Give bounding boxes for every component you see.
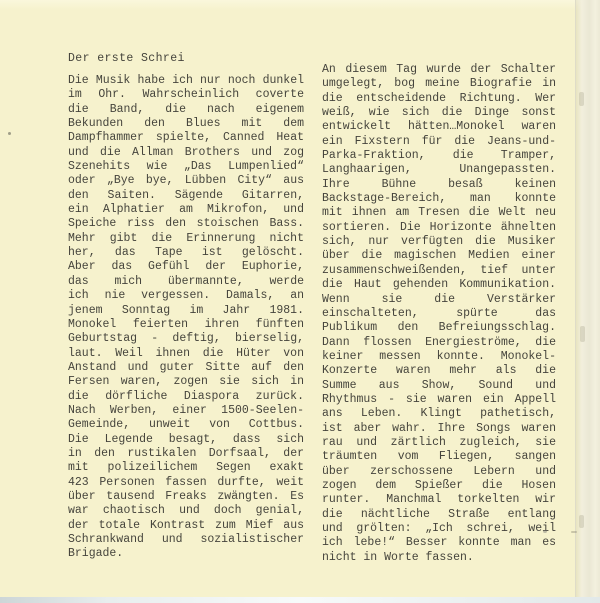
text-line: Konzerte waren mehr als die: [322, 364, 556, 378]
text-line: Bekunden den Blues mit dem: [68, 117, 304, 131]
page-title: Der erste Schrei: [68, 52, 185, 65]
text-line: Szenehits wie „Das Lumpenlied“: [68, 160, 304, 174]
text-line: Gemeinde, unweit von Cottbus.: [68, 418, 304, 432]
text-line: Geburtstag - deftig, bierselig,: [68, 332, 304, 346]
text-line: ich lebe!“ Besser konnte man es: [322, 536, 556, 550]
page-edge-right: [575, 0, 600, 603]
text-line: Publikum den Befreiungsschlag.: [322, 321, 556, 335]
text-line: weiß, wie sich die Dinge sonst: [322, 106, 556, 120]
text-line: das mich übermannte, werde: [68, 274, 304, 288]
text-line: in den rustikalen Dorfsaal, der: [68, 446, 304, 460]
text-line: Brigade.: [68, 547, 124, 561]
scan-speck: [543, 530, 547, 533]
text-line: der totale Kontrast zum Mief aus: [68, 518, 304, 532]
text-line: Summe aus Show, Sound und: [322, 378, 556, 392]
text-line: die Band, die nach eigenem: [68, 102, 304, 116]
text-line: Dampfhammer spielte, Canned Heat: [68, 131, 304, 145]
text-line: rau und zärtlich zugleich, sie: [322, 435, 556, 449]
text-line: jenem Sonntag im Jahr 1981.: [68, 303, 304, 317]
text-line: sich, nur verfügten die Musiker: [322, 235, 556, 249]
text-line: die nächtliche Straße entlang: [322, 507, 556, 521]
text-column-left: [68, 74, 304, 562]
text-line: und die Allman Brothers und zog: [68, 145, 304, 159]
text-line: An diesem Tag wurde der Schalter: [322, 63, 556, 76]
text-line: runter. Manchmal torkelten wir: [322, 493, 556, 507]
text-line: Parka-Fraktion, die Tramper,: [322, 149, 556, 163]
text-line: Monokel feierten ihren fünften: [68, 317, 304, 331]
page-edge-notch: [579, 92, 584, 106]
text-line: sortieren. Die Horizonte ähnelten: [322, 220, 556, 234]
text-line: träumten vom Fliegen, sangen: [322, 450, 556, 464]
text-line: ich nie vergessen. Damals, an: [68, 289, 304, 303]
text-line: Die Musik habe ich nur noch dunkel: [68, 74, 304, 87]
text-line: den Saiten. Sägende Gitarren,: [68, 188, 304, 202]
text-line: laut. Weil ihnen die Hüter von: [68, 346, 304, 360]
text-line: Backstage-Bereich, man konnte: [322, 192, 556, 206]
text-line: Die Legende besagt, dass sich: [68, 432, 304, 446]
text-line: Wenn sie die Verstärker: [322, 292, 556, 306]
text-line: her, das Tape ist gelöscht.: [68, 246, 304, 260]
text-line: Langhaarigen, Unangepassten.: [322, 163, 556, 177]
text-line: Anstand und guter Sitte auf den: [68, 360, 304, 374]
text-line: zusammenschweißenden, tief unter: [322, 263, 556, 277]
text-line: oder „Bye bye, Lübben City“ aus: [68, 174, 304, 188]
text-line: ist aber wahr. Ihre Songs waren: [322, 421, 556, 435]
text-line: Speiche riss den stoischen Bass.: [68, 217, 304, 231]
text-line: 423 Personen fassen durfte, weit: [68, 475, 304, 489]
text-column-right: [322, 63, 556, 565]
text-line: über zerschossene Lebern und: [322, 464, 556, 478]
text-line: ein Fixstern für die Jeans-und-: [322, 134, 556, 148]
scan-strip-bottom: [0, 597, 600, 603]
text-line: Schrankwand und sozialistischer: [68, 533, 304, 546]
text-line: die dörfliche Diaspora zurück.: [68, 389, 304, 403]
text-line: Fersen waren, zogen sie sich in: [68, 375, 304, 389]
text-line: im Ohr. Wahrscheinlich coverte: [68, 88, 304, 102]
page-edge-notch: [580, 326, 585, 342]
text-line: die Haut gehenden Kommunikation.: [322, 278, 556, 292]
text-line: mit polizeilichem Segen exakt: [68, 461, 304, 475]
scan-speck: [8, 132, 11, 135]
page-edge-notch: [579, 515, 584, 528]
text-line: keiner messen konnte. Monokel-: [322, 349, 556, 363]
text-line: über die magischen Medien einer: [322, 249, 556, 263]
text-line: Nach Werben, einer 1500-Seelen-: [68, 403, 304, 417]
text-line: nicht in Worte fassen.: [322, 550, 474, 564]
text-line: Mehr gibt die Erinnerung nicht: [68, 231, 304, 245]
text-line: Ihre Bühne besaß keinen: [322, 177, 556, 191]
text-line: zogen dem Spießer die Hosen: [322, 478, 556, 492]
text-line: und grölten: „Ich schrei, weil: [322, 522, 556, 535]
text-line: war chaotisch und doch genial,: [68, 504, 304, 518]
text-line: einschalteten, spürte das: [322, 306, 556, 320]
text-line: Aber das Gefühl der Euphorie,: [68, 260, 304, 274]
text-line: entwickelt hätten…Monokel waren: [322, 120, 556, 134]
text-line: über tausend Freaks zwängten. Es: [68, 489, 304, 503]
text-line: ans Leben. Klingt pathetisch,: [322, 407, 556, 421]
text-line: mit ihnen am Tresen die Welt neu: [322, 206, 556, 220]
text-line: Dann flossen Energieströme, die: [322, 335, 556, 349]
text-line: umgelegt, bog meine Biografie in: [322, 77, 556, 91]
text-line: die entscheidende Richtung. Wer: [322, 91, 556, 105]
text-line: ein Alphatier am Mikrofon, und: [68, 203, 304, 217]
scan-speck: [571, 531, 577, 533]
text-line: Rhythmus - sie waren ein Appell: [322, 392, 556, 406]
